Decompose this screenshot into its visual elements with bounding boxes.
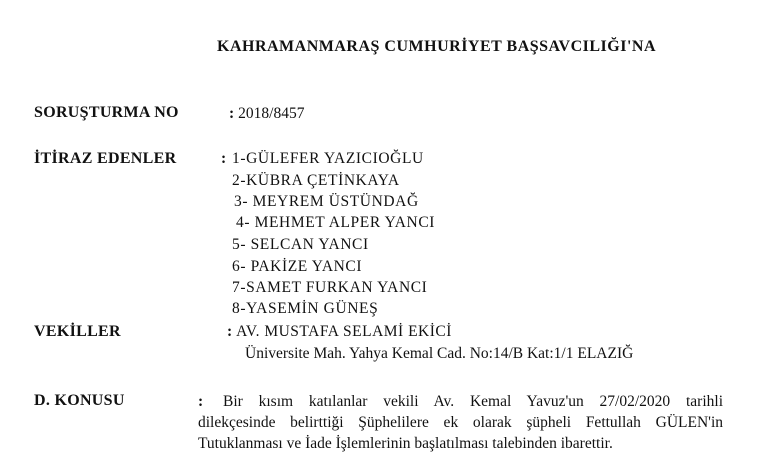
attorney-address: Üniversite Mah. Yahya Kemal Cad. No:14/B Kat:1/1 ELAZIĞ [245, 345, 634, 362]
colon: : [229, 105, 235, 122]
subject-text [198, 391, 723, 454]
objector-name: 6- PAKİZE YANCI [232, 258, 363, 275]
objector-name: 2-KÜBRA ÇETİNKAYA [232, 172, 400, 189]
investigation-label: SORUŞTURMA NO [34, 104, 179, 121]
attorney-name: AV. MUSTAFA SELAMİ EKİCİ [236, 323, 452, 340]
objector-name: 4- MEHMET ALPER YANCI [236, 214, 436, 231]
subject-label: D. KONUSU [34, 392, 125, 409]
document-title: KAHRAMANMARAŞ CUMHURİYET BAŞSAVCILIĞI'NA [217, 38, 657, 55]
objector-name: 3- MEYREM ÜSTÜNDAĞ [234, 193, 419, 210]
colon: : [227, 323, 233, 340]
objectors-colon [221, 150, 230, 168]
attorneys-label: VEKİLLER [34, 323, 121, 340]
colon: : [221, 150, 227, 167]
objector-name: 8-YASEMİN GÜNEŞ [232, 300, 379, 317]
attorney-line [227, 323, 452, 341]
investigation-number [229, 105, 304, 123]
subject-line-text: Bir kısım katılanlar vekili Av. Kemal Yavuz'un 27/02/2020 tarihli [223, 393, 724, 410]
colon: : [198, 393, 204, 410]
subject-line-3: Tutuklanması ve İade İşlemlerinin başlatılması talebinden ibarettir. [198, 435, 613, 452]
investigation-value: 2018/8457 [238, 105, 305, 122]
objector-name: 7-SAMET FURKAN YANCI [232, 279, 428, 296]
objector-name: 1-GÜLEFER YAZICIOĞLU [232, 150, 424, 167]
subject-line-2: dilekçesinde belirttiği Şüphelilere ek olarak şüpheli Fettullah GÜLEN'in [198, 414, 723, 431]
subject-line-1 [198, 391, 723, 412]
objector-name: 5- SELCAN YANCI [232, 236, 369, 253]
objectors-label: İTİRAZ EDENLER [34, 150, 177, 167]
